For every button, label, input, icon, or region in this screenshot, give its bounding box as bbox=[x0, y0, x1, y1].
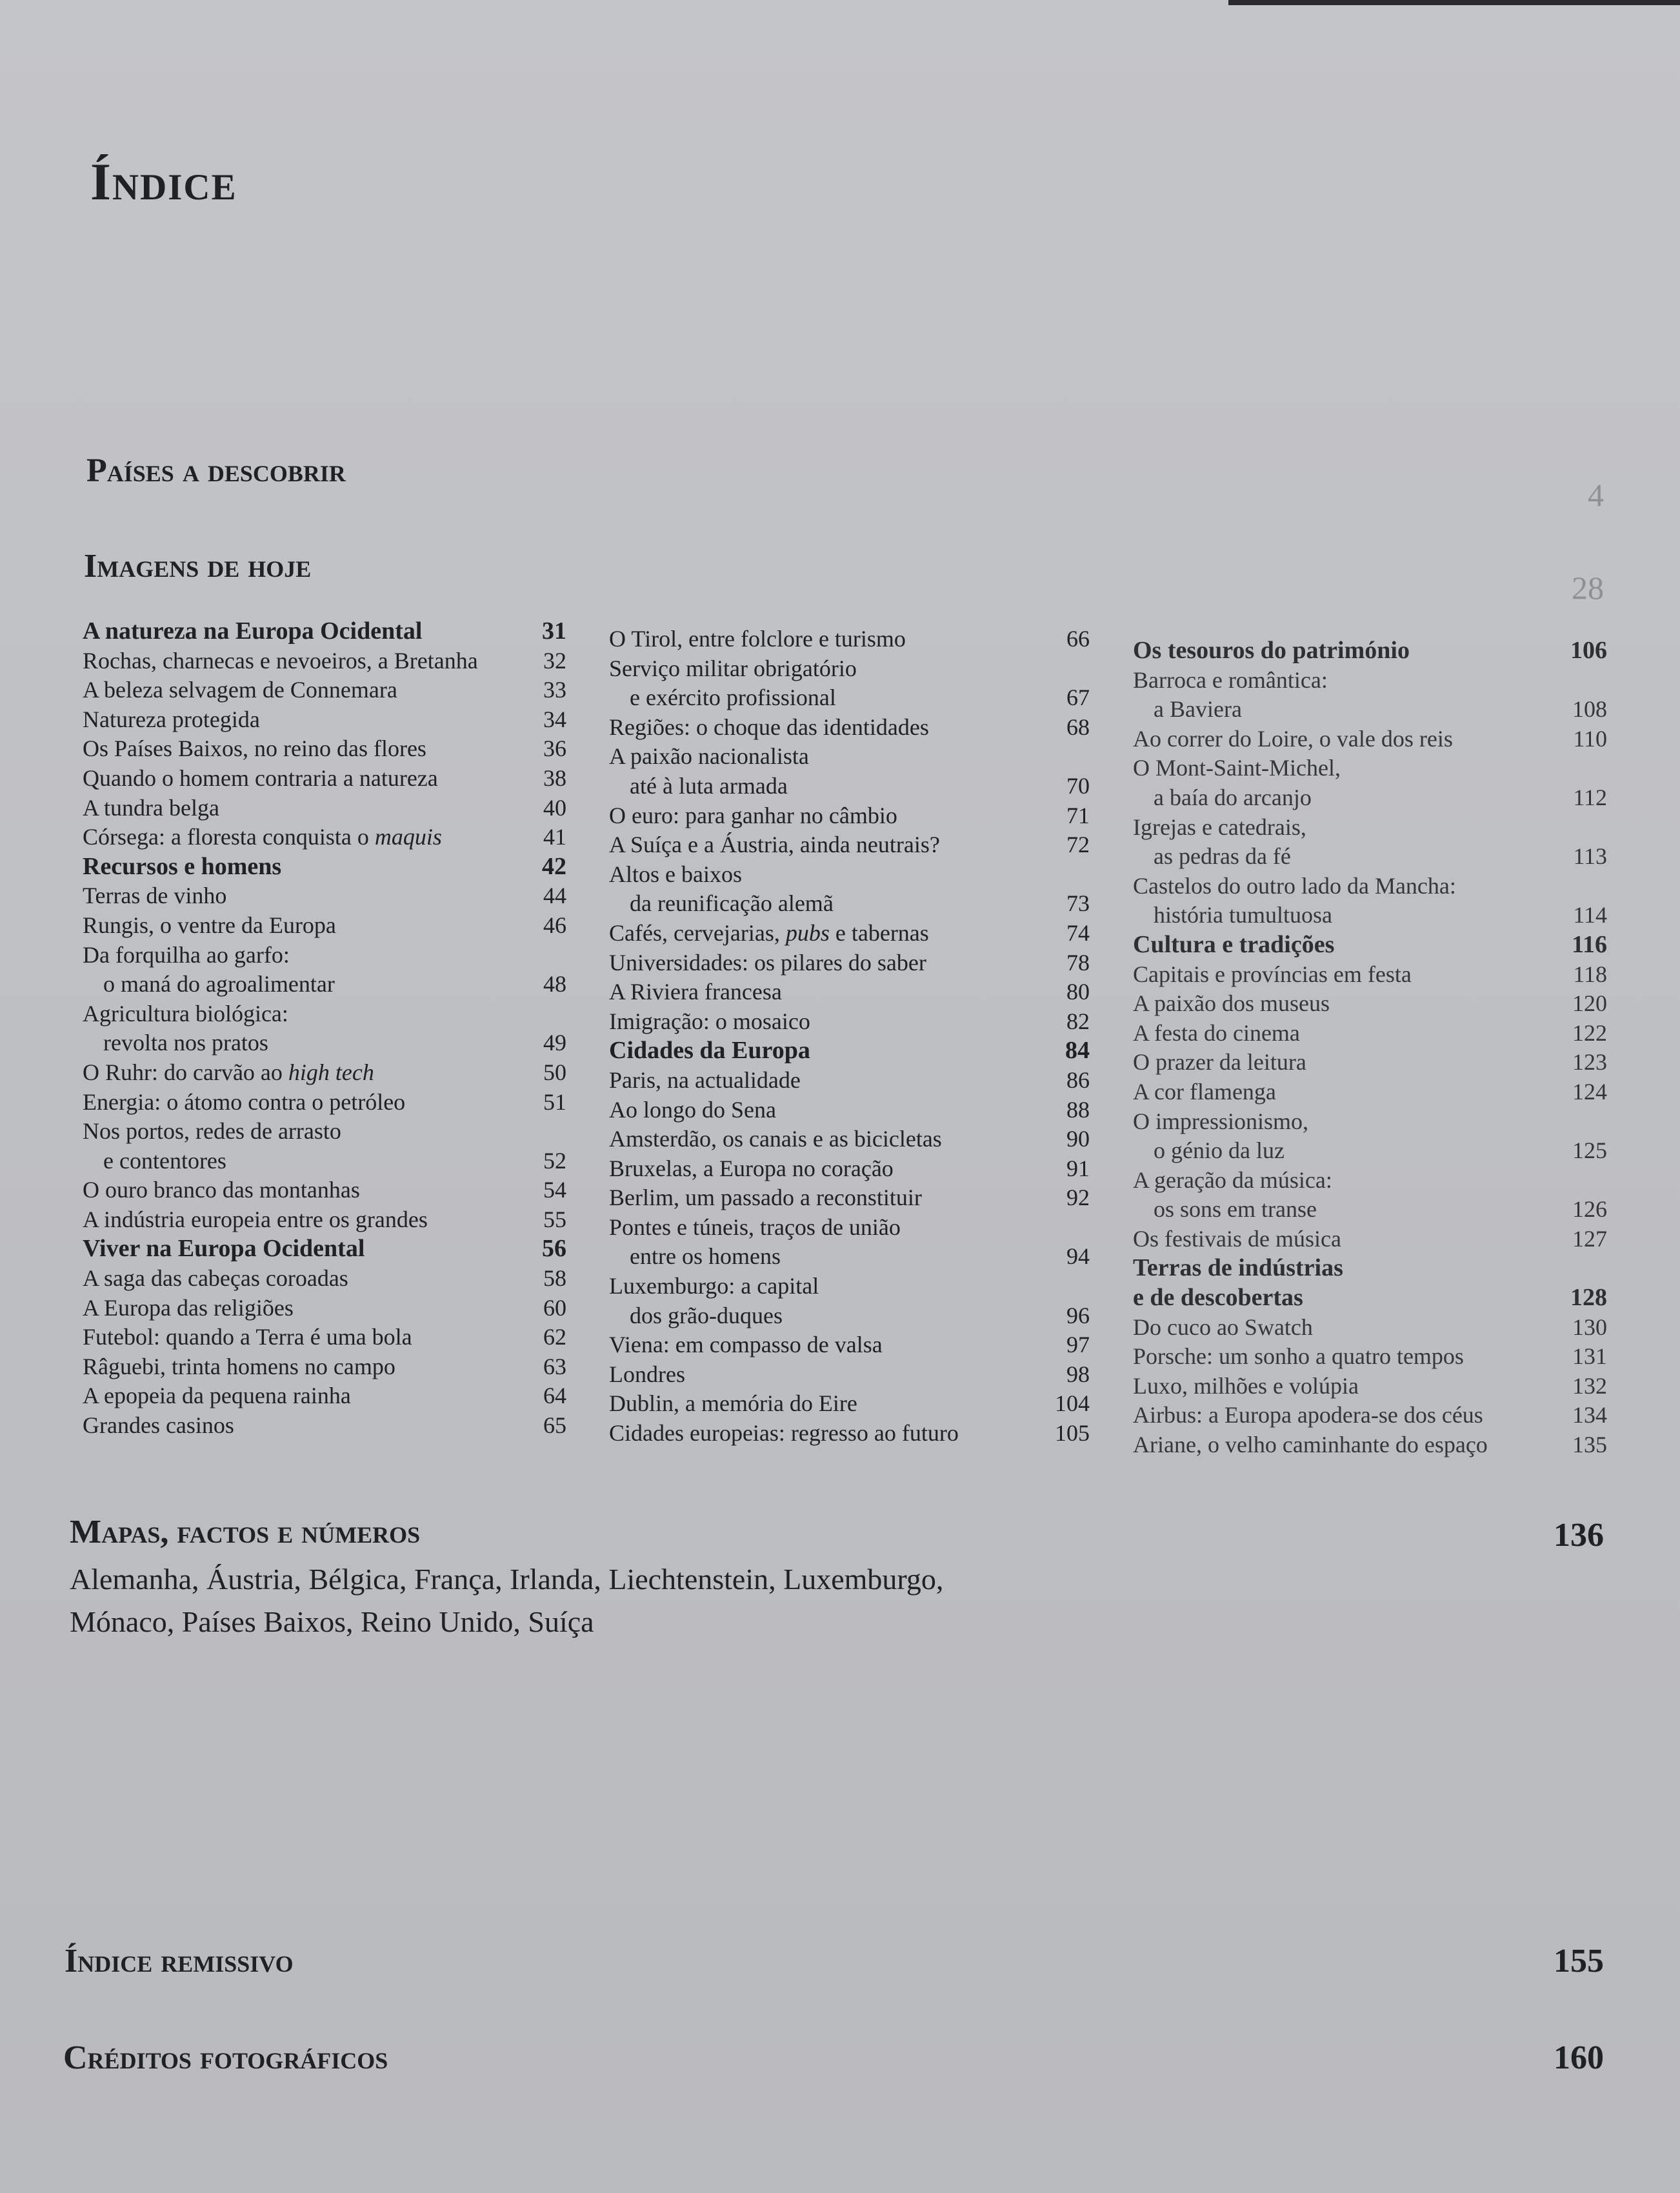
toc-entry bbox=[83, 881, 566, 911]
toc-entry-page: 40 bbox=[543, 794, 566, 821]
toc-entry-title: Os festivais de música bbox=[1133, 1225, 1341, 1252]
toc-entry-page: 51 bbox=[543, 1088, 566, 1115]
toc-entry-page: 123 bbox=[1572, 1049, 1607, 1076]
toc-entry-page: 84 bbox=[1065, 1037, 1090, 1065]
toc-entry-page: 128 bbox=[1570, 1284, 1607, 1312]
toc-entry-page: 82 bbox=[1066, 1008, 1090, 1034]
toc-entry-title: Airbus: a Europa apodera-se dos céus bbox=[1133, 1402, 1483, 1428]
toc-entry bbox=[1133, 783, 1607, 813]
toc-entry bbox=[1133, 1195, 1607, 1225]
toc-entry-title: Bruxelas, a Europa no coração bbox=[609, 1155, 894, 1181]
toc-entry-title: A natureza na Europa Ocidental bbox=[83, 617, 423, 645]
toc-entry bbox=[83, 646, 566, 676]
toc-entry-page: 65 bbox=[543, 1412, 566, 1439]
toc-entry-title: O Ruhr: do carvão ao high tech bbox=[83, 1059, 374, 1085]
toc-entry bbox=[83, 1117, 566, 1147]
toc-entry-page: 98 bbox=[1066, 1361, 1090, 1387]
toc-entry-title: Capitais e províncias em festa bbox=[1133, 961, 1412, 987]
toc-entry bbox=[83, 1176, 566, 1205]
toc-entry-page: 118 bbox=[1573, 961, 1607, 987]
toc-entry-page: 55 bbox=[543, 1206, 566, 1232]
toc-entry-title: Futebol: quando a Terra é uma bola bbox=[83, 1324, 412, 1350]
toc-entry-page: 68 bbox=[1066, 714, 1090, 740]
toc-entry-page: 46 bbox=[543, 912, 566, 938]
toc-entry-title: Londres bbox=[609, 1361, 685, 1387]
toc-entry bbox=[83, 970, 566, 999]
toc-entry-title: Recursos e homens bbox=[83, 852, 282, 880]
toc-entry-title: O Mont-Saint-Michel, bbox=[1133, 755, 1341, 781]
toc-entry bbox=[1133, 872, 1607, 901]
toc-entry-title: as pedras da fé bbox=[1154, 843, 1291, 870]
toc-entry-page bbox=[1045, 860, 1090, 890]
toc-entry-title: Terras de indústrias bbox=[1133, 1254, 1343, 1282]
toc-entry bbox=[83, 794, 566, 823]
section-creditos: Créditos fotográficos bbox=[63, 2039, 388, 2076]
toc-entry bbox=[609, 654, 1090, 684]
toc-entry-title: o maná do agroalimentar bbox=[103, 971, 335, 997]
toc-entry bbox=[83, 705, 566, 735]
toc-entry bbox=[83, 1294, 566, 1323]
toc-entry-page: 88 bbox=[1066, 1096, 1090, 1123]
toc-entry-page: 63 bbox=[543, 1353, 566, 1379]
toc-entry-page bbox=[1045, 742, 1090, 772]
toc-entry bbox=[1133, 666, 1607, 696]
toc-entry-title: A Europa das religiões bbox=[83, 1294, 294, 1321]
section-mapas: Mapas, factos e números bbox=[70, 1514, 421, 1550]
toc-entry bbox=[83, 617, 566, 646]
toc-entry-page bbox=[1562, 666, 1607, 696]
toc-entry-page: 120 bbox=[1572, 990, 1607, 1017]
toc-entry-title: A geração da música: bbox=[1133, 1167, 1332, 1193]
toc-entry bbox=[83, 1147, 566, 1176]
toc-entry-page: 50 bbox=[543, 1059, 566, 1085]
toc-entry-title: Viena: em compasso de valsa bbox=[609, 1332, 883, 1358]
toc-entry-title: até à luta armada bbox=[630, 772, 788, 799]
toc-entry-page: 97 bbox=[1066, 1332, 1090, 1358]
toc-entry-title: o génio da luz bbox=[1154, 1137, 1285, 1164]
toc-entry-page: 131 bbox=[1572, 1343, 1607, 1370]
toc-entry bbox=[609, 1360, 1090, 1390]
toc-entry bbox=[83, 1411, 566, 1441]
toc-column-1 bbox=[83, 617, 566, 1441]
toc-entry bbox=[1133, 989, 1607, 1019]
toc-entry bbox=[1133, 960, 1607, 990]
toc-entry-page: 49 bbox=[543, 1030, 566, 1056]
toc-entry bbox=[1133, 1225, 1607, 1254]
toc-entry bbox=[1133, 754, 1607, 783]
toc-entry-title: Terras de vinho bbox=[83, 883, 227, 909]
toc-entry-page: 56 bbox=[542, 1235, 566, 1263]
toc-entry-title: e exército profissional bbox=[630, 685, 836, 711]
toc-entry-page: 114 bbox=[1573, 902, 1607, 928]
toc-entry-title: a baía do arcanjo bbox=[1154, 784, 1312, 810]
section-indice-remissivo: Índice remissivo bbox=[65, 1943, 294, 1979]
toc-entry bbox=[609, 1389, 1090, 1419]
toc-entry-page: 130 bbox=[1572, 1314, 1607, 1340]
toc-entry bbox=[609, 772, 1090, 801]
toc-entry-title: da reunificação alemã bbox=[630, 890, 834, 917]
toc-entry-page: 122 bbox=[1572, 1019, 1607, 1046]
toc-entry-page bbox=[1562, 872, 1607, 901]
toc-column-2 bbox=[609, 625, 1090, 1448]
section-paises-page: 4 bbox=[1588, 477, 1604, 513]
toc-entry-title: A Suíça e a Áustria, ainda neutrais? bbox=[609, 832, 940, 858]
toc-entry bbox=[609, 683, 1090, 713]
toc-entry-page: 96 bbox=[1066, 1302, 1090, 1328]
toc-entry bbox=[609, 1066, 1090, 1096]
toc-entry bbox=[1133, 1166, 1607, 1196]
toc-entry bbox=[83, 1028, 566, 1058]
toc-entry-title: Os Países Baixos, no reino das flores bbox=[83, 736, 426, 762]
toc-entry-title: A epopeia da pequena rainha bbox=[83, 1383, 351, 1409]
toc-entry bbox=[609, 625, 1090, 654]
toc-entry-title: Paris, na actualidade bbox=[609, 1066, 801, 1093]
toc-entry-page: 134 bbox=[1572, 1402, 1607, 1428]
toc-entry bbox=[1133, 842, 1607, 872]
toc-entry bbox=[609, 860, 1090, 890]
toc-entry-page: 91 bbox=[1066, 1155, 1090, 1181]
toc-entry-title: Universidades: os pilares do saber bbox=[609, 949, 926, 976]
toc-entry-page bbox=[521, 941, 566, 970]
toc-entry-page: 92 bbox=[1066, 1185, 1090, 1211]
toc-entry-page: 58 bbox=[543, 1265, 566, 1292]
toc-entry bbox=[609, 1183, 1090, 1213]
toc-entry-page: 70 bbox=[1066, 772, 1090, 799]
toc-entry bbox=[83, 1088, 566, 1117]
toc-entry-page: 112 bbox=[1573, 784, 1607, 810]
toc-entry bbox=[83, 1058, 566, 1088]
toc-entry-page: 33 bbox=[543, 677, 566, 703]
toc-entry-page: 60 bbox=[543, 1294, 566, 1321]
toc-entry-title: Natureza protegida bbox=[83, 706, 260, 732]
toc-entry bbox=[83, 676, 566, 705]
toc-entry-title: Energia: o átomo contra o petróleo bbox=[83, 1088, 406, 1115]
section-indice-remissivo-page: 155 bbox=[1554, 1943, 1604, 1979]
toc-entry-title: A paixão nacionalista bbox=[609, 743, 809, 770]
toc-entry-page bbox=[1562, 1254, 1607, 1283]
toc-entry-title: O euro: para ganhar no câmbio bbox=[609, 802, 897, 828]
section-imagens-page: 28 bbox=[1572, 570, 1604, 606]
toc-entry-title: Do cuco ao Swatch bbox=[1133, 1314, 1313, 1340]
toc-entry bbox=[609, 801, 1090, 831]
toc-entry-title: Dublin, a memória do Eire bbox=[609, 1390, 857, 1417]
toc-entry bbox=[609, 889, 1090, 919]
toc-entry bbox=[1133, 1107, 1607, 1137]
toc-entry bbox=[1133, 1019, 1607, 1048]
toc-entry-page: 42 bbox=[542, 852, 566, 880]
toc-entry-page bbox=[1562, 1166, 1607, 1196]
toc-entry-page: 104 bbox=[1055, 1390, 1090, 1417]
toc-entry-title: Imigração: o mosaico bbox=[609, 1008, 810, 1034]
toc-entry bbox=[609, 977, 1090, 1007]
toc-entry-page bbox=[521, 999, 566, 1029]
toc-entry bbox=[1133, 1283, 1607, 1313]
toc-entry-title: A beleza selvagem de Connemara bbox=[83, 677, 397, 703]
toc-entry-page bbox=[1045, 654, 1090, 684]
toc-entry-title: entre os homens bbox=[630, 1243, 781, 1270]
toc-entry-page: 48 bbox=[543, 971, 566, 997]
toc-entry bbox=[609, 1272, 1090, 1301]
toc-entry bbox=[83, 1264, 566, 1294]
toc-entry-title: Grandes casinos bbox=[83, 1412, 234, 1439]
toc-entry bbox=[609, 742, 1090, 772]
toc-entry bbox=[609, 713, 1090, 743]
toc-entry bbox=[609, 830, 1090, 860]
toc-entry-title: Râguebi, trinta homens no campo bbox=[83, 1353, 395, 1379]
toc-entry-title: dos grão-duques bbox=[630, 1302, 783, 1328]
toc-entry-title: história tumultuosa bbox=[1154, 902, 1332, 928]
toc-entry-page bbox=[1562, 754, 1607, 783]
toc-entry-page: 110 bbox=[1573, 725, 1607, 752]
toc-entry-title: Igrejas e catedrais, bbox=[1133, 814, 1306, 840]
toc-entry bbox=[83, 764, 566, 794]
toc-entry bbox=[1133, 695, 1607, 725]
toc-entry-title: Os tesouros do património bbox=[1133, 637, 1410, 664]
toc-entry-page: 127 bbox=[1572, 1225, 1607, 1252]
page-title: Índice bbox=[90, 152, 237, 211]
toc-entry-title: Nos portos, redes de arrasto bbox=[83, 1118, 341, 1145]
toc-entry-title: Barroca e romântica: bbox=[1133, 666, 1328, 693]
toc-entry-page: 67 bbox=[1066, 685, 1090, 711]
toc-entry bbox=[609, 1154, 1090, 1184]
toc-entry bbox=[1133, 930, 1607, 960]
toc-entry-page bbox=[521, 1117, 566, 1147]
toc-entry-page bbox=[1045, 1272, 1090, 1301]
toc-entry-page: 113 bbox=[1573, 843, 1607, 870]
toc-entry-title: A cor flamenga bbox=[1133, 1078, 1276, 1105]
toc-entry-title: A Riviera francesa bbox=[609, 979, 782, 1005]
toc-entry-title: O impressionismo, bbox=[1133, 1108, 1309, 1134]
toc-entry-title: O prazer da leitura bbox=[1133, 1049, 1306, 1076]
toc-entry bbox=[83, 941, 566, 970]
toc-entry-page bbox=[1562, 813, 1607, 843]
toc-entry bbox=[83, 911, 566, 941]
toc-entry bbox=[609, 1125, 1090, 1154]
toc-entry-title: Quando o homem contraria a natureza bbox=[83, 765, 438, 791]
toc-entry bbox=[609, 1007, 1090, 1037]
toc-entry bbox=[1133, 1254, 1607, 1283]
toc-entry bbox=[609, 919, 1090, 948]
toc-entry-page: 132 bbox=[1572, 1372, 1607, 1399]
toc-entry bbox=[609, 1419, 1090, 1448]
toc-entry-title: Porsche: um sonho a quatro tempos bbox=[1133, 1343, 1464, 1370]
toc-entry-title: Da forquilha ao garfo: bbox=[83, 941, 290, 968]
toc-entry-page: 74 bbox=[1066, 919, 1090, 946]
toc-entry-page: 94 bbox=[1066, 1243, 1090, 1270]
toc-column-3 bbox=[1133, 636, 1607, 1460]
toc-entry-page: 80 bbox=[1066, 979, 1090, 1005]
toc-entry-page: 62 bbox=[543, 1324, 566, 1350]
toc-entry-title: Agricultura biológica: bbox=[83, 1000, 288, 1026]
toc-entry-page bbox=[1562, 1107, 1607, 1137]
toc-entry-title: Rochas, charnecas e nevoeiros, a Bretanha bbox=[83, 647, 478, 674]
toc-entry bbox=[83, 999, 566, 1029]
toc-entry-title: Regiões: o choque das identidades bbox=[609, 714, 929, 740]
toc-entry bbox=[609, 1301, 1090, 1331]
toc-entry-title: revolta nos pratos bbox=[103, 1030, 268, 1056]
toc-entry-page: 105 bbox=[1055, 1420, 1090, 1447]
toc-entry-title: Cidades da Europa bbox=[609, 1037, 810, 1065]
toc-entry bbox=[609, 1096, 1090, 1125]
toc-entry bbox=[609, 1242, 1090, 1272]
toc-entry-title: Berlim, um passado a reconstituir bbox=[609, 1185, 922, 1211]
toc-entry-page: 66 bbox=[1066, 626, 1090, 652]
toc-entry bbox=[83, 1205, 566, 1235]
toc-entry-page: 135 bbox=[1572, 1432, 1607, 1458]
toc-entry-title: Luxemburgo: a capital bbox=[609, 1273, 819, 1299]
toc-entry bbox=[1133, 1136, 1607, 1166]
toc-entry-title: Cidades europeias: regresso ao futuro bbox=[609, 1420, 959, 1447]
toc-entry-page: 36 bbox=[543, 736, 566, 762]
section-imagens: Imagens de hoje bbox=[84, 548, 312, 585]
toc-entry-title: A indústria europeia entre os grandes bbox=[83, 1206, 428, 1232]
toc-entry-page: 71 bbox=[1066, 802, 1090, 828]
toc-entry bbox=[83, 1381, 566, 1411]
toc-entry bbox=[83, 1352, 566, 1382]
toc-entry bbox=[609, 1330, 1090, 1360]
toc-entry-title: Cafés, cervejarias, pubs e tabernas bbox=[609, 919, 929, 946]
toc-entry-title: os sons em transe bbox=[1154, 1196, 1317, 1223]
toc-entry bbox=[609, 1036, 1090, 1066]
toc-entry-page: 78 bbox=[1066, 949, 1090, 976]
section-paises: Países a descobrir bbox=[86, 452, 346, 489]
toc-entry bbox=[83, 734, 566, 764]
toc-entry-page: 72 bbox=[1066, 832, 1090, 858]
toc-entry bbox=[83, 823, 566, 852]
toc-entry-page: 126 bbox=[1572, 1196, 1607, 1223]
toc-entry-title: Ao longo do Sena bbox=[609, 1096, 776, 1123]
toc-entry bbox=[1133, 1077, 1607, 1107]
toc-entry-page: 44 bbox=[543, 883, 566, 909]
toc-entry-title: Serviço militar obrigatório bbox=[609, 655, 857, 681]
toc-entry-title: Amsterdão, os canais e as bicicletas bbox=[609, 1126, 942, 1152]
toc-entry bbox=[1133, 1313, 1607, 1343]
toc-entry-page: 54 bbox=[543, 1177, 566, 1203]
toc-entry bbox=[83, 1323, 566, 1352]
toc-entry-title: Córsega: a floresta conquista o maquis bbox=[83, 824, 442, 850]
toc-entry-title: Ariane, o velho caminhante do espaço bbox=[1133, 1432, 1488, 1458]
mapas-countries-line1: Alemanha, Áustria, Bélgica, França, Irlanda, Liechtenstein, Luxemburgo, bbox=[70, 1563, 944, 1596]
toc-entry-title: Pontes e túneis, traços de união bbox=[609, 1214, 901, 1240]
toc-entry-page: 32 bbox=[543, 647, 566, 674]
toc-entry-title: Viver na Europa Ocidental bbox=[83, 1235, 365, 1263]
toc-entry-page: 34 bbox=[543, 706, 566, 732]
top-edge-shadow bbox=[1228, 0, 1680, 5]
toc-entry-page: 38 bbox=[543, 765, 566, 791]
toc-entry bbox=[83, 852, 566, 882]
toc-entry-page: 73 bbox=[1066, 890, 1090, 917]
toc-entry bbox=[1133, 636, 1607, 666]
mapas-countries-line2: Mónaco, Países Baixos, Reino Unido, Suíça bbox=[70, 1605, 594, 1638]
toc-entry-title: e contentores bbox=[103, 1147, 226, 1174]
toc-entry-title: a Baviera bbox=[1154, 696, 1242, 723]
toc-entry-title: O ouro branco das montanhas bbox=[83, 1177, 360, 1203]
toc-entry-title: e de descobertas bbox=[1133, 1284, 1303, 1312]
toc-entry-page: 52 bbox=[543, 1147, 566, 1174]
toc-entry bbox=[1133, 725, 1607, 754]
toc-entry-page: 106 bbox=[1570, 637, 1607, 664]
toc-entry-page: 124 bbox=[1572, 1078, 1607, 1105]
toc-entry bbox=[1133, 1372, 1607, 1401]
toc-entry-page: 90 bbox=[1066, 1126, 1090, 1152]
toc-entry-page: 125 bbox=[1572, 1137, 1607, 1164]
toc-entry-page: 41 bbox=[543, 824, 566, 850]
toc-entry bbox=[609, 948, 1090, 978]
toc-entry-title: A festa do cinema bbox=[1133, 1019, 1300, 1046]
toc-entry-title: A tundra belga bbox=[83, 794, 219, 821]
toc-entry-page bbox=[1045, 1213, 1090, 1243]
toc-entry-title: Altos e baixos bbox=[609, 861, 742, 887]
toc-entry-title: O Tirol, entre folclore e turismo bbox=[609, 626, 906, 652]
toc-entry-page: 108 bbox=[1572, 696, 1607, 723]
toc-entry-title: A paixão dos museus bbox=[1133, 990, 1330, 1017]
toc-entry-title: Castelos do outro lado da Mancha: bbox=[1133, 872, 1456, 899]
toc-entry bbox=[1133, 1048, 1607, 1077]
toc-entry bbox=[1133, 1430, 1607, 1460]
toc-entry bbox=[1133, 1342, 1607, 1372]
toc-entry-page: 31 bbox=[542, 617, 566, 645]
toc-entry-title: Rungis, o ventre da Europa bbox=[83, 912, 336, 938]
section-creditos-page: 160 bbox=[1554, 2039, 1604, 2076]
section-mapas-page: 136 bbox=[1554, 1517, 1604, 1554]
toc-entry-page: 116 bbox=[1572, 930, 1607, 958]
toc-entry-title: Cultura e tradições bbox=[1133, 930, 1335, 958]
toc-entry bbox=[1133, 901, 1607, 930]
toc-entry-title: Luxo, milhões e volúpia bbox=[1133, 1372, 1359, 1399]
toc-entry bbox=[1133, 1401, 1607, 1430]
toc-entry-page: 86 bbox=[1066, 1066, 1090, 1093]
toc-entry bbox=[83, 1234, 566, 1264]
mapas-countries bbox=[70, 1558, 1037, 1643]
toc-entry bbox=[1133, 813, 1607, 843]
toc-entry-page: 64 bbox=[543, 1383, 566, 1409]
toc-entry-title: Ao correr do Loire, o vale dos reis bbox=[1133, 725, 1453, 752]
toc-entry bbox=[609, 1213, 1090, 1243]
toc-entry-title: A saga das cabeças coroadas bbox=[83, 1265, 348, 1292]
